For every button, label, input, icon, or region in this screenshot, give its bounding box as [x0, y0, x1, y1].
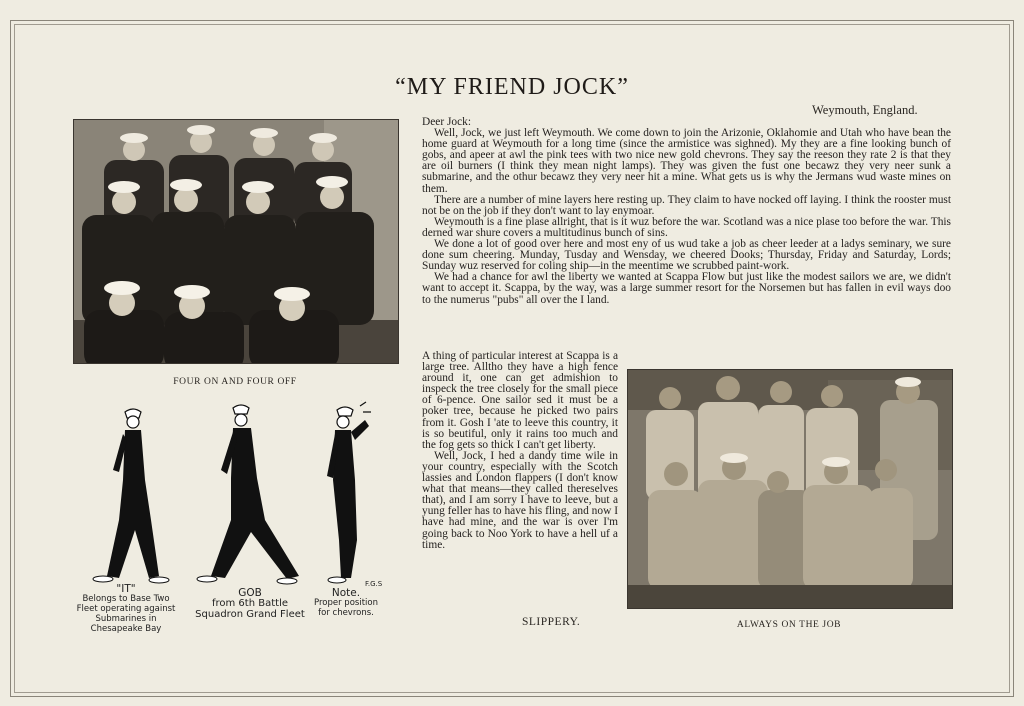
artist-initials: F.G.S	[365, 580, 383, 588]
photo-caption-bottom: ALWAYS ON THE JOB	[736, 620, 842, 630]
letter-paragraph-4: We done a lot of good over here and most eny of us wud take a job as cheer leeder at a ladys seminary, we sure done sum cheering. Munday, Tusday and Wensday, we cheered Dooks; Thursday, Friday and Saturday, Lords; Sunday wuz reserved for coling ship—in the meentime we scrubbed paint-work.	[422, 238, 951, 273]
letter-paragraph-7: Well, Jock, I hed a dandy time wile in your country, especially with the Scotch lassies and London flappers (I don't know what that means—they called thereselves that), and I am sorry I have to leeve, but a yung feller has to have his fling, and now I have had mine, and the war is over I'm going back to Noo York to have a hell uf a time.	[422, 449, 618, 551]
sketch-caption-it-title: "IT"	[116, 583, 136, 595]
sketch-caption-it-text: Belongs to Base Two Fleet operating against Submarines in Chesapeake Bay	[76, 594, 176, 634]
letter-body	[422, 117, 951, 306]
letter-paragraph-3: Weymouth is a fine plase allright, that is it wuz before the war. Scotland was a nice plase too before the war. This derned war shure covers a multitudinus bunch of sins.	[422, 215, 951, 239]
sketch-caption-gob-text: from 6th Battle Squadron Grand Fleet	[195, 598, 305, 620]
letter-place: Weymouth, England.	[812, 103, 918, 117]
letter-signature: SLIPPERY.	[522, 616, 581, 628]
letter-greeting: Deer Jock:	[422, 116, 472, 128]
sailors-group-photo	[73, 119, 399, 364]
sketch-caption-gob	[190, 588, 310, 620]
sailor-sketches	[75, 400, 395, 590]
letter-paragraph-6: A thing of particular interest at Scappa is a large tree. Alltho they have a high fence around it, one can get admishion to inspeck the tree closely for the small piece of 6-pence. One sailor sed it must be a poker tree, because he picked two pairs from it. Gosh I 'ate to leeve this country, it is so beutiful, only it rains too much and the fog gets so thick I can't get liberty.	[422, 350, 618, 451]
sketch-caption-gob-title: GOB	[238, 587, 262, 599]
page-title: “MY FRIEND JOCK”	[395, 74, 629, 100]
photo-caption-top: FOUR ON AND FOUR OFF	[173, 377, 297, 387]
sketch-caption-it	[76, 584, 176, 634]
letter-paragraph-2: There are a number of mine layers here resting up. They claim to have nocked off laying. I think the rooster must not be on the job if they don't want to lay enymoar.	[422, 193, 951, 217]
letter-column	[422, 351, 618, 551]
letter-paragraph-5: We had a chance for awl the liberty we wanted at Scappa Flow but just like the modest sailors we are, we didn't want to accept it. Scappa, by the way, was a large summer resort for the Norsemen but has fallen in evil ways doo to the numerus "pubs" all over the I land.	[422, 271, 951, 306]
letter-paragraph-1: Well, Jock, we just left Weymouth. We come down to join the Arizonie, Oklahomie and Utah who have bean the home guard at Weymouth for a long time (since the armistice was sighned). My they are a fine looking bunch of gobs, and apeer at awl the pink tees with two nice new gold chevrons. They say the reeson they rate 2 is that they are oil burners (I think they mean night lamps). They was given the fust one becawz they very neer sunk a submarine, and the othur becawz they very neer hit a mine. What gets us is why the Jermans wud waste mines on them.	[422, 127, 951, 195]
sketch-caption-note	[310, 588, 382, 618]
sketch-caption-note-text: Proper position for chevrons.	[314, 598, 378, 618]
crew-working-photo	[627, 369, 953, 609]
sketch-caption-note-title: Note.	[331, 587, 361, 599]
